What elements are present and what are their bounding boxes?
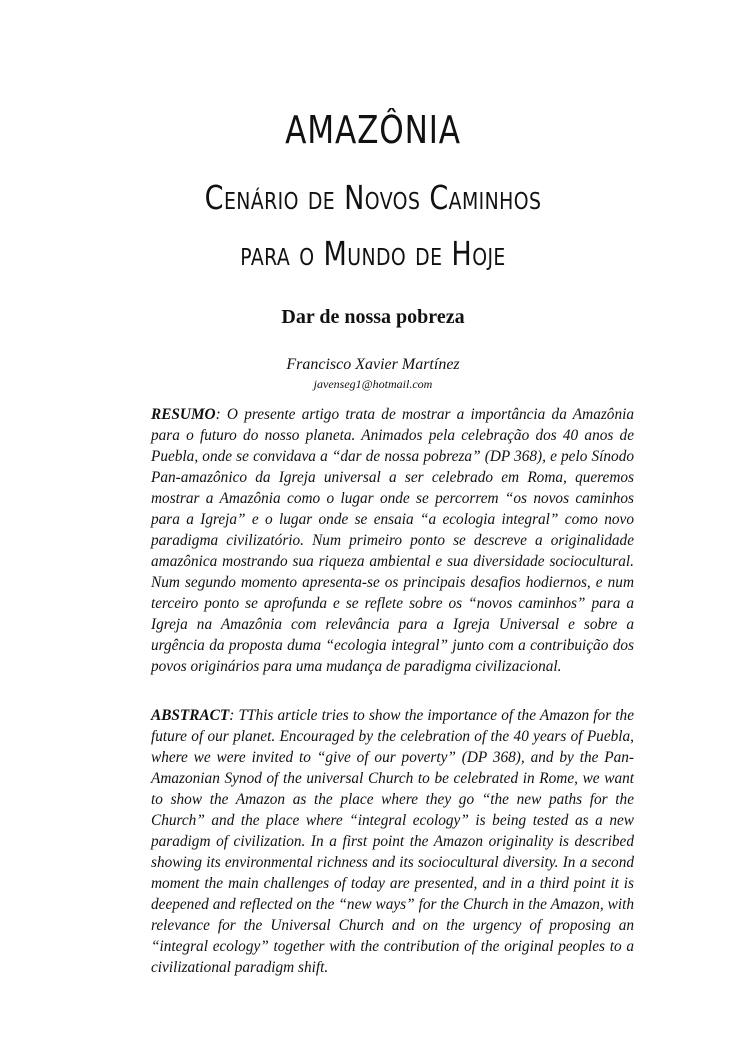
article-title-line-2: para o Mundo de Hoje [240, 234, 506, 273]
article-title-line-1: Cenário de Novos Caminhos [204, 178, 542, 217]
resumo-label: RESUMO [151, 406, 216, 423]
abstract-label: ABSTRACT [151, 707, 230, 724]
author-name: Francisco Xavier Martínez [286, 356, 460, 373]
author-email: javenseg1@hotmail.com [313, 377, 433, 391]
resumo-text: : O presente artigo trata de mostrar a importância da Amazônia para o futuro do nosso planeta. Animados pela celebração dos 40 anos de Puebla, onde se convidava a “dar de nossa pobreza” (DP 368), e pelo Sínodo Pan-amazônico da Igreja universal a ser celebrado em Roma, queremos mostrar a Amazônia como o lugar onde se percorrem “os novos caminhos para a Igreja” e o lugar onde se ensaia “a ecologia integral” como novo paradigma civilizatório. Num primeiro ponto se descreve a originalidade amazônica mostrando sua riqueza ambiental e sua diversidade sociocultural. Num segundo momento apresenta-se os principais desafios hodiernos, e num terceiro ponto se aprofunda e se reflete sobre os “novos caminhos” para a Igreja na Amazônia com relevância para a Igreja Universal e sobre a urgência da proposta duma “ecologia integral” junto com a contribuição dos povos originários para uma mudança de paradigma civilizacional. [151, 406, 634, 675]
abstract-paragraph [151, 705, 634, 978]
article-subtitle: Dar de nossa pobreza [281, 306, 465, 328]
abstract-text: : TThis article tries to show the importance of the Amazon for the future of our planet. Encouraged by the celebration of the 40 years of Puebla, where we were invited to “give of our poverty” (DP 368), and by the Pan-Amazonian Synod of the universal Church to be celebrated in Rome, we want to show the Amazon as the place where they go “the new paths for the Church” and the place where “integral ecology” is being tested as a new paradigm of civilization. In a first point the Amazon originality is described showing its environmental richness and its sociocultural diversity. In a second moment the main challenges of today are presented, and in a third point it is deepened and reflected on the “new ways” for the Church in the Amazon, with relevance for the Universal Church and on the urgency of proposing an “integral ecology” together with the contribution of the original peoples to a civilizational paradigm shift. [151, 707, 634, 976]
resumo-paragraph [151, 404, 634, 677]
article-title: AMAZÔNIA [285, 108, 461, 152]
